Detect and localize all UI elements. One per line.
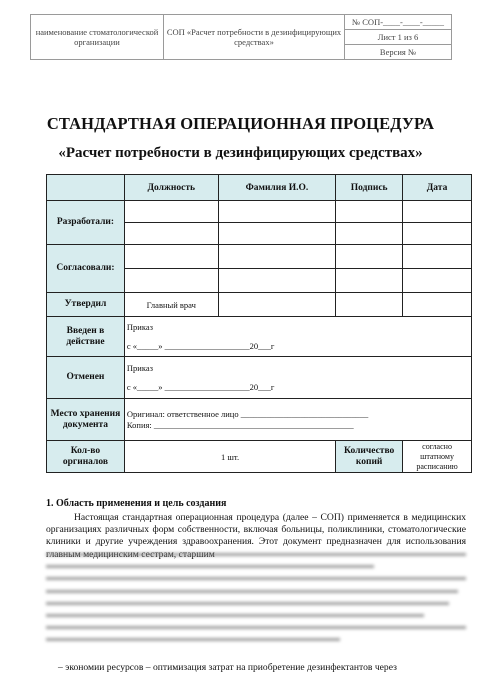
introduced-date-line: с «_____» ____________________20___г <box>126 340 275 351</box>
developed-name-2[interactable] <box>218 223 336 245</box>
developed-position-1[interactable] <box>124 201 218 223</box>
approval-table <box>46 174 472 473</box>
agreed-name-2[interactable] <box>218 269 336 293</box>
introduced-label: Введен в действие <box>47 317 125 357</box>
developed-date-1[interactable] <box>403 201 472 223</box>
sop-number-cell: № СОП-____-____-_____ <box>345 15 452 30</box>
agreed-position-1[interactable] <box>124 245 218 269</box>
agreed-label: Согласовали: <box>47 245 125 293</box>
page-title: СТАНДАРТНАЯ ОПЕРАЦИОННАЯ ПРОЦЕДУРА <box>46 114 435 133</box>
developed-signature-2[interactable] <box>336 223 403 245</box>
blurred-text-block <box>46 553 466 659</box>
original-line: Оригинал: ответственное лицо ______________________________ <box>126 408 369 419</box>
introduced-order-label: Приказ <box>126 321 153 332</box>
cancelled-label: Отменен <box>47 357 125 399</box>
developed-position-2[interactable] <box>124 223 218 245</box>
cancelled-order-label: Приказ <box>126 362 153 373</box>
developed-label: Разработали: <box>47 201 125 245</box>
approved-position: Главный врач <box>124 293 218 317</box>
developed-name-1[interactable] <box>218 201 336 223</box>
developed-signature-1[interactable] <box>336 201 403 223</box>
storage-cell <box>124 399 471 441</box>
org-name-cell: наименование стоматологической организации <box>31 15 164 60</box>
last-visible-line: – экономии ресурсов – оптимизация затрат на приобретение дезинфектантов через <box>58 662 397 673</box>
agreed-date-2[interactable] <box>403 269 472 293</box>
cancelled-order-cell <box>124 357 471 399</box>
corner-cell <box>47 175 125 201</box>
sop-name-cell: СОП «Расчет потребности в дезинфицирующих средствах» <box>164 15 345 60</box>
copies-count-value: согласно штатному расписанию <box>403 441 472 473</box>
approved-signature[interactable] <box>336 293 403 317</box>
copies-count-label: Количество копий <box>336 441 403 473</box>
agreed-name-1[interactable] <box>218 245 336 269</box>
agreed-signature-1[interactable] <box>336 245 403 269</box>
sheet-cell: Лист 1 из 6 <box>345 30 452 45</box>
section-1-text: Настоящая стандартная операционная процедура (далее – СОП) применяется в медицинских организациях различных форм собственности, включая больницы, поликлиники, стоматологические клиники и другие учреждения здравоохранения. Этот документ предназначен для использования <box>46 512 466 548</box>
approved-date[interactable] <box>403 293 472 317</box>
cancelled-date-line: с «_____» ____________________20___г <box>126 381 275 392</box>
version-cell: Версия № <box>345 45 452 60</box>
agreed-signature-2[interactable] <box>336 269 403 293</box>
agreed-date-1[interactable] <box>403 245 472 269</box>
page-subtitle: «Расчет потребности в дезинфицирующих средствах» <box>58 145 423 161</box>
approved-label: Утвердил <box>47 293 125 317</box>
col-header-position: Должность <box>124 175 218 201</box>
storage-label: Место хранения документа <box>47 399 125 441</box>
approved-name[interactable] <box>218 293 336 317</box>
developed-date-2[interactable] <box>403 223 472 245</box>
document-header-table <box>30 14 452 60</box>
originals-count-label: Кол-во оргиналов <box>47 441 125 473</box>
section-1-heading: 1. Область применения и цель создания <box>46 498 227 509</box>
col-header-name: Фамилия И.О. <box>218 175 336 201</box>
copies-line: Копия: _______________________________________________ <box>126 419 354 430</box>
agreed-position-2[interactable] <box>124 269 218 293</box>
col-header-date: Дата <box>403 175 472 201</box>
introduced-order-cell <box>124 317 471 357</box>
originals-count-value: 1 шт. <box>124 441 335 473</box>
col-header-signature: Подпись <box>336 175 403 201</box>
